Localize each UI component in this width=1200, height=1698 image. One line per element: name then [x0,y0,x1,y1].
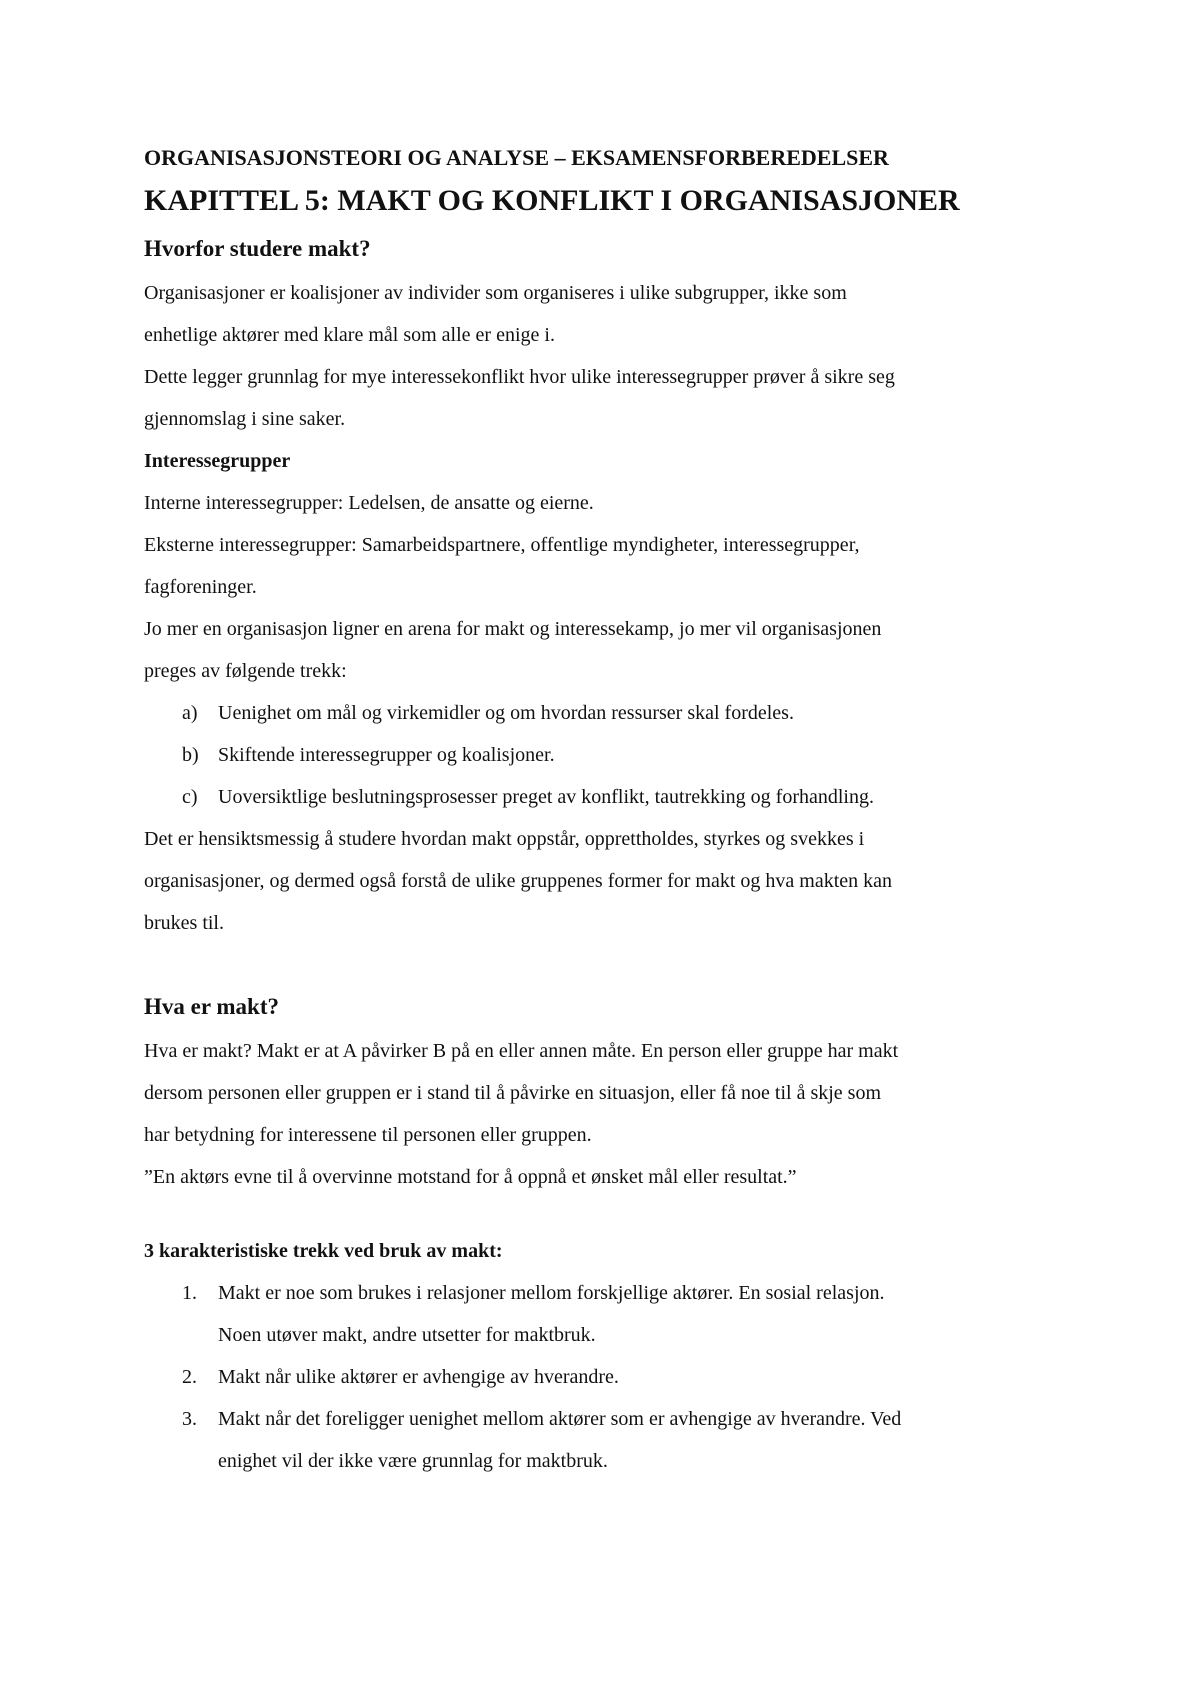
document-page [144,140,1064,1482]
list-item [144,1356,1064,1398]
internal-groups-line: Interne interessegrupper: Ledelsen, de ansatte og eierne. [144,492,594,514]
list-item-text: Makt er noe som brukes i relasjoner mellom forskjellige aktører. En sosial relasjon. [218,1282,885,1304]
list-marker: b) [182,744,199,766]
list-item-text: Uoversiktlige beslutningsprosesser preget av konflikt, tautrekking og forhandling. [218,786,874,808]
list-marker: 3. [182,1408,197,1430]
section-spacer [144,1198,1064,1230]
list-item [144,734,1064,776]
external-groups-line: Eksterne interessegrupper: Samarbeidspartnere, offentlige myndigheter, interessegrupper, [144,534,860,556]
paragraph-line: brukes til. [144,912,224,934]
list-item-text: Noen utøver makt, andre utsetter for maktbruk. [218,1324,596,1346]
list-marker: 2. [182,1366,197,1388]
definition-quote: ”En aktørs evne til å overvinne motstand for å oppnå et ønsket mål eller resultat.” [144,1166,797,1188]
paragraph-line: enhetlige aktører med klare mål som alle er enige i. [144,324,555,346]
list-item-text: Makt når det foreligger uenighet mellom aktører som er avhengige av hverandre. Ved [218,1408,902,1430]
paragraph-line: har betydning for interessene til personen eller gruppen. [144,1124,592,1146]
paragraph-line: Organisasjoner er koalisjoner av individer som organiseres i ulike subgrupper, ikke som [144,282,847,304]
subheading-interest-groups: Interessegrupper [144,450,291,472]
paragraph-line: Jo mer en organisasjon ligner en arena for makt og interessekamp, jo mer vil organisasjonen [144,618,882,640]
list-item-text: enighet vil der ikke være grunnlag for maktbruk. [218,1450,608,1472]
list-item-text: Skiftende interessegrupper og koalisjoner. [218,744,555,766]
traits-list [144,692,1064,818]
document-title: ORGANISASJONSTEORI OG ANALYSE – EKSAMENSFORBEREDELSER [144,145,889,170]
characteristics-list [144,1272,1064,1482]
external-groups-line: fagforeninger. [144,576,257,598]
section-heading-what-is-power: Hva er makt? [144,994,280,1019]
paragraph-line: Hva er makt? Makt er at A påvirker B på en eller annen måte. En person eller gruppe har makt [144,1040,899,1062]
paragraph-line: preges av følgende trekk: [144,660,347,682]
list-item [144,1272,1064,1356]
paragraph-line: organisasjoner, og dermed også forstå de ulike gruppenes former for makt og hva makten kan [144,870,893,892]
paragraph-line: gjennomslag i sine saker. [144,408,346,430]
list-item-text: Makt når ulike aktører er avhengige av hverandre. [218,1366,619,1388]
list-item-text: Uenighet om mål og virkemidler og om hvordan ressurser skal fordeles. [218,702,794,724]
paragraph-line: dersom personen eller gruppen er i stand til å påvirke en situasjon, eller få noe til å skje som [144,1082,882,1104]
paragraph-line: Dette legger grunnlag for mye interessekonflikt hvor ulike interessegrupper prøver å sikre seg [144,366,895,388]
section-heading-why-study-power: Hvorfor studere makt? [144,236,371,261]
list-item [144,1398,1064,1482]
section-spacer [144,944,1064,984]
list-marker: c) [182,786,198,808]
list-marker: a) [182,702,198,724]
list-item [144,692,1064,734]
paragraph-line: Det er hensiktsmessig å studere hvordan makt oppstår, opprettholdes, styrkes og svekkes i [144,828,865,850]
list-marker: 1. [182,1282,197,1304]
chapter-title: KAPITTEL 5: MAKT OG KONFLIKT I ORGANISASJONER [144,184,960,217]
subheading-characteristics: 3 karakteristiske trekk ved bruk av makt: [144,1240,503,1262]
list-item [144,776,1064,818]
